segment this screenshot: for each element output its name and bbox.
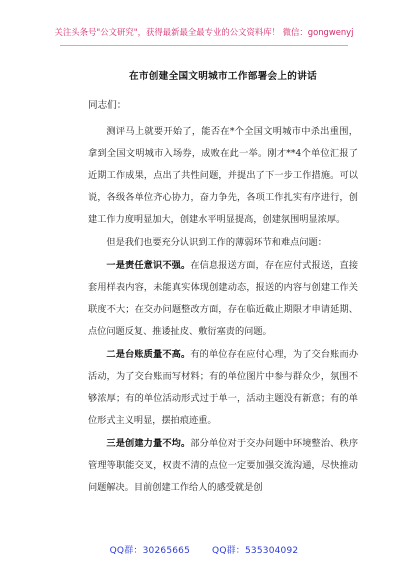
footer-contacts bbox=[0, 543, 408, 556]
paragraph bbox=[88, 433, 358, 499]
paragraph-lead: 二是台账质量不高。 bbox=[106, 349, 191, 360]
paragraph bbox=[88, 344, 358, 432]
page-header bbox=[0, 0, 408, 50]
paragraph-lead: 三是创建力量不均。 bbox=[106, 438, 191, 449]
paragraph bbox=[88, 255, 358, 343]
document-title: 在市创建全国文明城市工作部署会上的讲话 bbox=[129, 71, 317, 82]
salutation: 同志们： bbox=[88, 100, 127, 111]
paragraph-text: 部分单位对于交办问题中环境整治、秩序管理等职能交叉，权责不清的点位一定要加强交流沟通，尽快推动问题解决。目前创建工作给人的感受就是创 bbox=[88, 438, 359, 493]
footer-qq-group-2: QQ群：535304092 bbox=[212, 546, 299, 556]
paragraph-text: 有的单位存在应付心理，为了交台账而办活动，为了交台账而写材料；有的单位图片中参与群众少，氛围不够浓厚；有的单位活动形式过于单一，活动主题没有新意；有的单位形式主义明显，摆拍痕迹重。 bbox=[88, 349, 359, 426]
header-notice: 关注头条号"公文研究"，获得最新最全最专业的公文资料库！ 微信：gongwenyj bbox=[54, 27, 354, 37]
paragraph-text: 在信息报送方面，存在应付式报送，直接套用样表内容，未能真实体现创建动态，报送的内容与创建工作关联度不大；在交办问题整改方面，存在临近截止期限才申请延期、点位问题反复、推诿扯皮、敷衍塞责的问题。 bbox=[88, 260, 359, 337]
paragraph-lead: 一是责任意识不强。 bbox=[106, 260, 191, 271]
paragraph bbox=[88, 121, 358, 231]
header-divider bbox=[60, 45, 348, 46]
page-footer bbox=[0, 540, 408, 570]
paragraph bbox=[88, 232, 358, 254]
paragraph-text: 但是我们也要充分认识到工作的薄弱环节和难点问题： bbox=[106, 237, 327, 248]
document-body bbox=[88, 60, 358, 499]
footer-qq-group-1: QQ群：30265665 bbox=[109, 546, 191, 556]
paragraph-text: 测评马上就要开始了，能否在*个全国文明城市中杀出重围，拿到全国文明城市入场券，成败在此一举。刚才**4个单位汇报了近期工作成果，点出了共性问题，并提出了下一步工作措施。可以说，各级各单位齐心协力，奋力争先，各项工作扎实有序进行，创建工作力度明显加大，创建水平明显提高，创建氛围明显浓厚。 bbox=[88, 126, 358, 225]
